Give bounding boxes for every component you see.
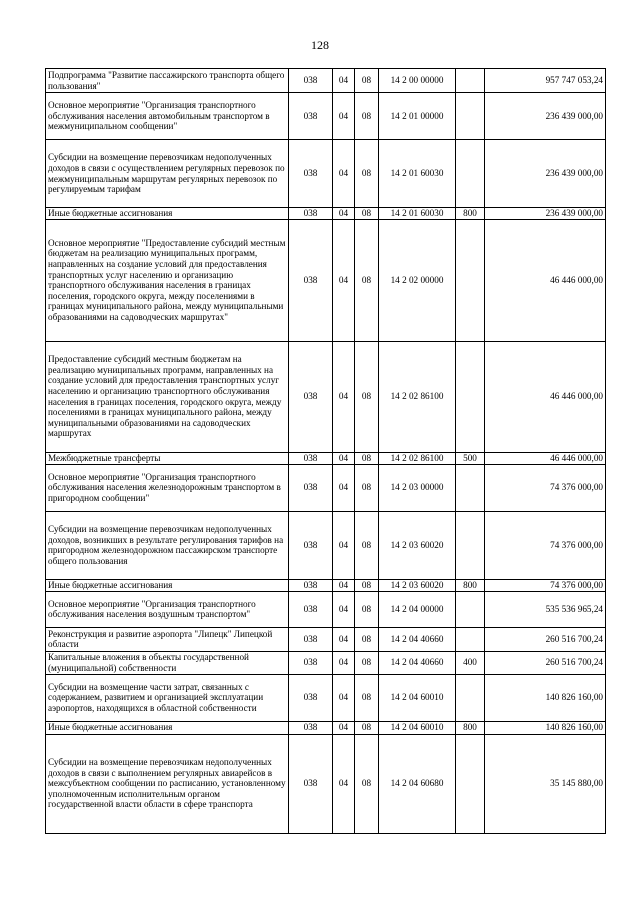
subsection-code-cell: 08 xyxy=(355,511,379,579)
expense-type-cell xyxy=(456,627,485,651)
expense-type-cell xyxy=(456,511,485,579)
amount-cell: 535 536 965,24 xyxy=(485,591,606,627)
target-article-cell: 14 2 03 60020 xyxy=(379,579,456,591)
table-row xyxy=(46,69,606,93)
subsection-code-cell: 08 xyxy=(355,464,379,511)
ministry-code-cell: 038 xyxy=(289,734,333,833)
ministry-code-cell: 038 xyxy=(289,341,333,452)
subsection-code-cell: 08 xyxy=(355,219,379,341)
section-code-cell: 04 xyxy=(333,627,355,651)
amount-cell: 260 516 700,24 xyxy=(485,651,606,674)
subsection-code-cell: 08 xyxy=(355,579,379,591)
expense-type-cell xyxy=(456,674,485,721)
amount-cell: 74 376 000,00 xyxy=(485,464,606,511)
expense-type-cell xyxy=(456,341,485,452)
row-name-cell: Основное мероприятие "Организация транспортного обслуживания населения железнодорожным транспортом в пригородном сообщении" xyxy=(46,464,289,511)
subsection-code-cell: 08 xyxy=(355,452,379,464)
target-article-cell: 14 2 02 00000 xyxy=(379,219,456,341)
expense-type-cell xyxy=(456,219,485,341)
target-article-cell: 14 2 00 00000 xyxy=(379,69,456,93)
target-article-cell: 14 2 04 60010 xyxy=(379,674,456,721)
row-name-cell: Реконструкция и развитие аэропорта "Липецк" Липецкой области xyxy=(46,627,289,651)
table-row xyxy=(46,734,606,833)
section-code-cell: 04 xyxy=(333,452,355,464)
amount-cell: 140 826 160,00 xyxy=(485,721,606,734)
row-name-cell: Субсидии на возмещение перевозчикам недополученных доходов в связи с выполнением регулярных авиарейсов в межсубъектном сообщении по расписанию, установленному уполномоченным исполнительным органом государственной власти области в сфере транспорта xyxy=(46,734,289,833)
ministry-code-cell: 038 xyxy=(289,591,333,627)
section-code-cell: 04 xyxy=(333,208,355,220)
row-name-cell: Иные бюджетные ассигнования xyxy=(46,579,289,591)
ministry-code-cell: 038 xyxy=(289,219,333,341)
section-code-cell: 04 xyxy=(333,140,355,208)
section-code-cell: 04 xyxy=(333,734,355,833)
subsection-code-cell: 08 xyxy=(355,734,379,833)
expense-type-cell: 800 xyxy=(456,208,485,220)
table-row xyxy=(46,721,606,734)
expense-type-cell xyxy=(456,734,485,833)
expense-type-cell xyxy=(456,140,485,208)
target-article-cell: 14 2 04 00000 xyxy=(379,591,456,627)
subsection-code-cell: 08 xyxy=(355,721,379,734)
target-article-cell: 14 2 01 00000 xyxy=(379,93,456,140)
ministry-code-cell: 038 xyxy=(289,140,333,208)
section-code-cell: 04 xyxy=(333,341,355,452)
ministry-code-cell: 038 xyxy=(289,452,333,464)
target-article-cell: 14 2 04 60680 xyxy=(379,734,456,833)
section-code-cell: 04 xyxy=(333,511,355,579)
table-row xyxy=(46,627,606,651)
row-name-cell: Межбюджетные трансферты xyxy=(46,452,289,464)
row-name-cell: Субсидии на возмещение части затрат, связанных с содержанием, развитием и организацией эксплуатации аэропортов, находящихся в областной собственности xyxy=(46,674,289,721)
ministry-code-cell: 038 xyxy=(289,511,333,579)
row-name-cell: Субсидии на возмещение перевозчикам недополученных доходов в связи с осуществлением регулярных перевозок по межмуниципальным маршрутам регулярных перевозок по регулируемым тарифам xyxy=(46,140,289,208)
ministry-code-cell: 038 xyxy=(289,651,333,674)
ministry-code-cell: 038 xyxy=(289,464,333,511)
amount-cell: 46 446 000,00 xyxy=(485,219,606,341)
subsection-code-cell: 08 xyxy=(355,651,379,674)
section-code-cell: 04 xyxy=(333,69,355,93)
expense-type-cell xyxy=(456,591,485,627)
amount-cell: 74 376 000,00 xyxy=(485,511,606,579)
table-row xyxy=(46,208,606,220)
subsection-code-cell: 08 xyxy=(355,93,379,140)
table-row xyxy=(46,674,606,721)
row-name-cell: Иные бюджетные ассигнования xyxy=(46,208,289,220)
expense-type-cell: 500 xyxy=(456,452,485,464)
amount-cell: 260 516 700,24 xyxy=(485,627,606,651)
section-code-cell: 04 xyxy=(333,219,355,341)
ministry-code-cell: 038 xyxy=(289,627,333,651)
page-number: 128 xyxy=(311,38,329,52)
row-name-cell: Основное мероприятие "Предоставление субсидий местным бюджетам на реализацию муниципальных программ, направленных на создание условий для предоставления транспортных услуг населению и организацию транспортного обслуживания населения в границах поселения, городского округа, между поселениями в границах муниципального района, между муниципальными образованиями на садоводческих маршрутах" xyxy=(46,219,289,341)
budget-table xyxy=(45,68,606,834)
target-article-cell: 14 2 03 00000 xyxy=(379,464,456,511)
ministry-code-cell: 038 xyxy=(289,69,333,93)
target-article-cell: 14 2 04 40660 xyxy=(379,651,456,674)
amount-cell: 46 446 000,00 xyxy=(485,452,606,464)
row-name-cell: Иные бюджетные ассигнования xyxy=(46,721,289,734)
amount-cell: 46 446 000,00 xyxy=(485,341,606,452)
table-row xyxy=(46,464,606,511)
target-article-cell: 14 2 01 60030 xyxy=(379,208,456,220)
section-code-cell: 04 xyxy=(333,721,355,734)
amount-cell: 957 747 053,24 xyxy=(485,69,606,93)
row-name-cell: Подпрограмма "Развитие пассажирского транспорта общего пользования" xyxy=(46,69,289,93)
target-article-cell: 14 2 03 60020 xyxy=(379,511,456,579)
table-row xyxy=(46,93,606,140)
row-name-cell: Основное мероприятие "Организация транспортного обслуживания населения автомобильным транспортом в межмуниципальном сообщении" xyxy=(46,93,289,140)
target-article-cell: 14 2 02 86100 xyxy=(379,452,456,464)
row-name-cell: Основное мероприятие "Организация транспортного обслуживания населения воздушным транспортом" xyxy=(46,591,289,627)
expense-type-cell: 400 xyxy=(456,651,485,674)
table-row xyxy=(46,511,606,579)
subsection-code-cell: 08 xyxy=(355,69,379,93)
expense-type-cell xyxy=(456,464,485,511)
table-row xyxy=(46,341,606,452)
table-row xyxy=(46,579,606,591)
target-article-cell: 14 2 01 60030 xyxy=(379,140,456,208)
subsection-code-cell: 08 xyxy=(355,208,379,220)
subsection-code-cell: 08 xyxy=(355,591,379,627)
subsection-code-cell: 08 xyxy=(355,674,379,721)
amount-cell: 74 376 000,00 xyxy=(485,579,606,591)
subsection-code-cell: 08 xyxy=(355,140,379,208)
ministry-code-cell: 038 xyxy=(289,721,333,734)
expense-type-cell xyxy=(456,69,485,93)
amount-cell: 236 439 000,00 xyxy=(485,140,606,208)
subsection-code-cell: 08 xyxy=(355,341,379,452)
table-row xyxy=(46,140,606,208)
expense-type-cell xyxy=(456,93,485,140)
section-code-cell: 04 xyxy=(333,591,355,627)
amount-cell: 236 439 000,00 xyxy=(485,93,606,140)
table-row xyxy=(46,651,606,674)
section-code-cell: 04 xyxy=(333,579,355,591)
table-row xyxy=(46,452,606,464)
target-article-cell: 14 2 04 40660 xyxy=(379,627,456,651)
target-article-cell: 14 2 04 60010 xyxy=(379,721,456,734)
subsection-code-cell: 08 xyxy=(355,627,379,651)
amount-cell: 236 439 000,00 xyxy=(485,208,606,220)
ministry-code-cell: 038 xyxy=(289,674,333,721)
amount-cell: 140 826 160,00 xyxy=(485,674,606,721)
section-code-cell: 04 xyxy=(333,464,355,511)
expense-type-cell: 800 xyxy=(456,721,485,734)
ministry-code-cell: 038 xyxy=(289,579,333,591)
section-code-cell: 04 xyxy=(333,93,355,140)
table-row xyxy=(46,219,606,341)
section-code-cell: 04 xyxy=(333,651,355,674)
row-name-cell: Капитальные вложения в объекты государственной (муниципальной) собственности xyxy=(46,651,289,674)
ministry-code-cell: 038 xyxy=(289,93,333,140)
table-row xyxy=(46,591,606,627)
target-article-cell: 14 2 02 86100 xyxy=(379,341,456,452)
amount-cell: 35 145 880,00 xyxy=(485,734,606,833)
ministry-code-cell: 038 xyxy=(289,208,333,220)
row-name-cell: Предоставление субсидий местным бюджетам на реализацию муниципальных программ, направленных на создание условий для предоставления транспортных услуг населению и организацию транспортного обслуживания населения в границах поселения, городского округа, между поселениями в границах муниципального района, между муниципальными образованиями на садоводческих маршрутах xyxy=(46,341,289,452)
row-name-cell: Субсидии на возмещение перевозчикам недополученных доходов, возникших в результате регулирования тарифов на пригородном железнодорожном пассажирском транспорте общего пользования xyxy=(46,511,289,579)
section-code-cell: 04 xyxy=(333,674,355,721)
expense-type-cell: 800 xyxy=(456,579,485,591)
